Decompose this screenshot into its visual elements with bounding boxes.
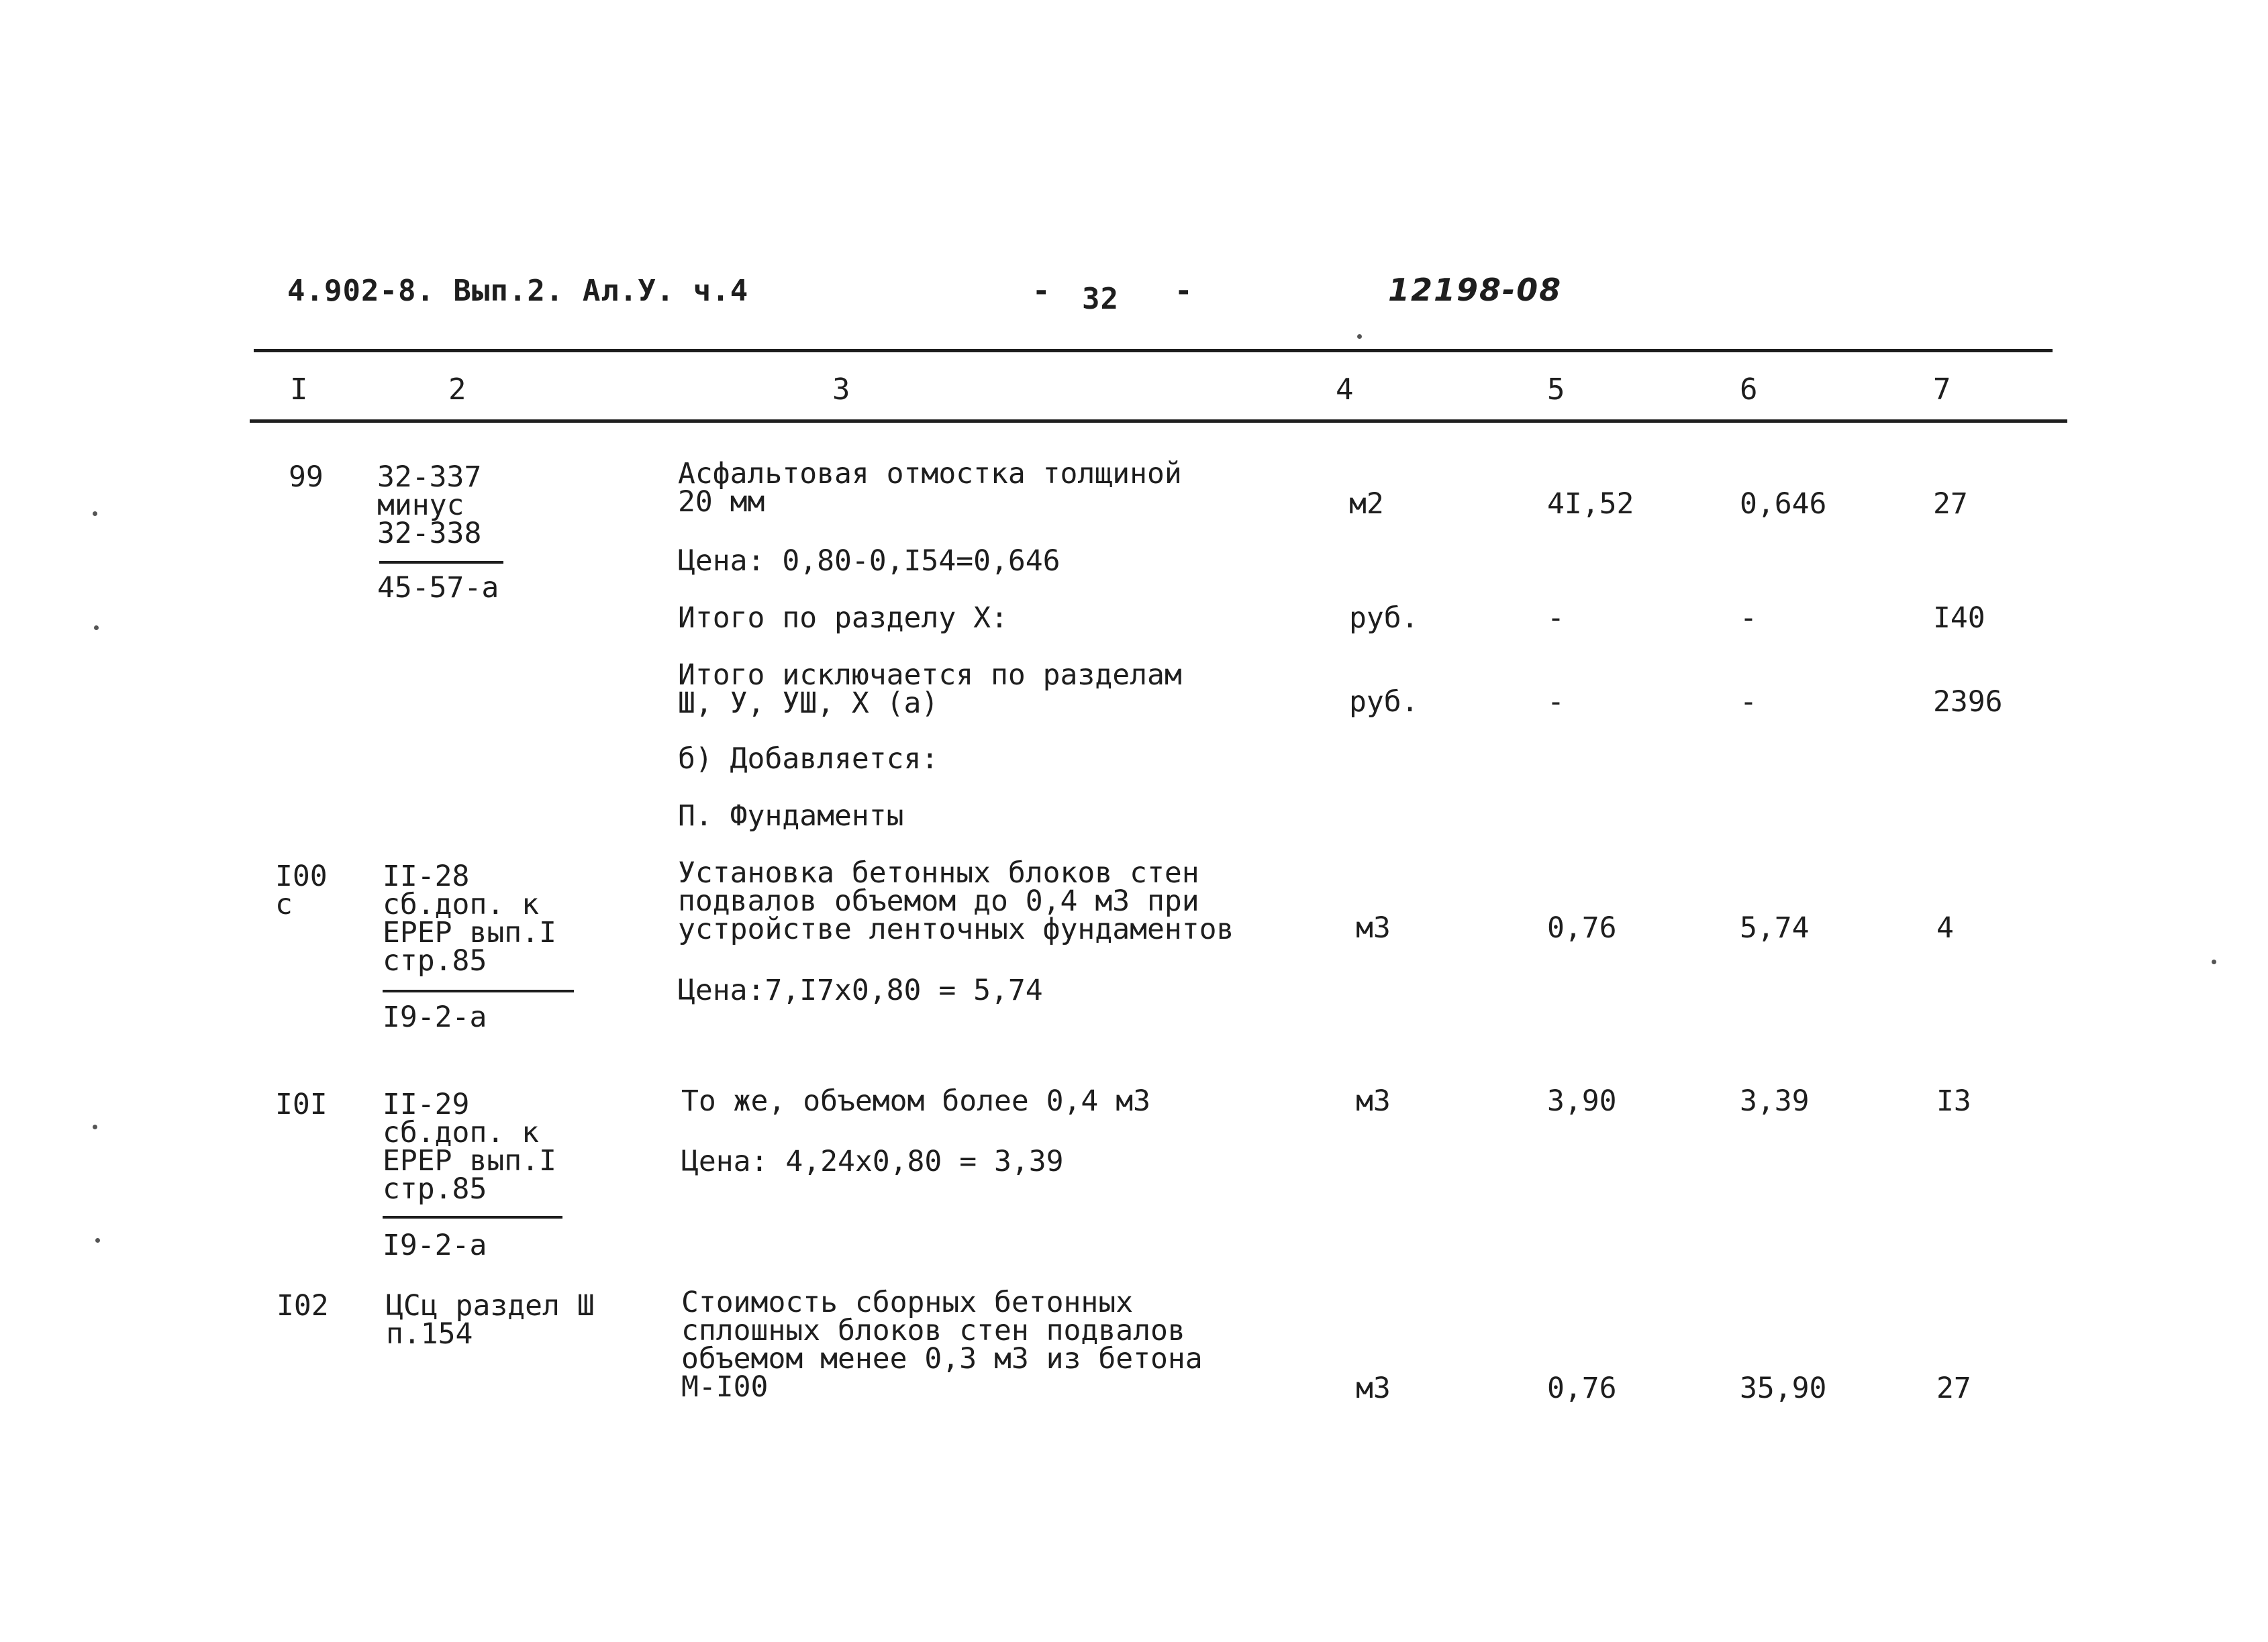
code-divider	[383, 990, 574, 992]
scan-speck	[1357, 334, 1362, 339]
norm-ref: I9-2-а	[383, 1000, 487, 1034]
norm-code	[383, 860, 556, 978]
unit: руб.	[1349, 601, 1419, 635]
subtotal-label: Итого по разделу Х:	[678, 601, 1008, 635]
norm-ref: 45-57-а	[377, 571, 499, 605]
total-cost: 27	[1933, 487, 1968, 521]
norm-code	[377, 460, 482, 550]
code-divider	[379, 561, 503, 564]
header-top-rule	[254, 349, 2053, 352]
quantity: -	[1547, 601, 1565, 635]
norm-code-line: стр.85	[383, 944, 487, 978]
row-number-line: I00	[275, 860, 328, 893]
unit: м3	[1356, 911, 1391, 945]
description-line: устройстве ленточных фундаментов	[678, 913, 1234, 946]
column-number-5: 5	[1547, 372, 1565, 407]
norm-code	[383, 1088, 556, 1206]
quantity: -	[1547, 685, 1565, 719]
scan-speck	[95, 1238, 100, 1243]
description-line: Стоимость сборных бетонных	[681, 1286, 1134, 1319]
price-calculation: Цена: 4,24х0,80 = 3,39	[681, 1145, 1064, 1178]
total-cost: 2396	[1933, 685, 2003, 719]
scan-speck	[93, 1125, 97, 1129]
column-number-2: 2	[448, 372, 466, 407]
description-line: М-I00	[681, 1370, 769, 1404]
norm-code-line: сб.доп. к	[383, 888, 539, 921]
added-section-label: б) Добавляется:	[678, 742, 939, 776]
norm-code-line: II-29	[383, 1088, 470, 1121]
description-line: подвалов объемом до 0,4 м3 при	[678, 884, 1199, 918]
page-number: 32	[1082, 282, 1119, 316]
unit: м3	[1356, 1084, 1391, 1118]
norm-code-line: сб.доп. к	[383, 1116, 539, 1149]
total-cost: I3	[1936, 1084, 1971, 1118]
price-calculation: Цена:7,I7х0,80 = 5,74	[678, 974, 1043, 1007]
column-number-4: 4	[1336, 372, 1354, 407]
norm-code	[386, 1289, 595, 1351]
unit: м2	[1349, 487, 1384, 521]
description-line: сплошных блоков стен подвалов	[681, 1314, 1185, 1347]
price-calculation: Цена: 0,80-0,I54=0,646	[678, 544, 1061, 578]
unit: руб.	[1349, 685, 1419, 719]
total-cost: 4	[1936, 911, 1954, 945]
page-dash-left: -	[1032, 274, 1051, 308]
quantity: 4I,52	[1547, 487, 1634, 521]
row-number: I0I	[275, 1088, 328, 1121]
total-cost: I40	[1933, 601, 1985, 635]
unit: м3	[1356, 1372, 1391, 1405]
description-line: 20 мм	[678, 485, 765, 519]
work-description: То же, объемом более 0,4 м3	[681, 1084, 1150, 1118]
section-title: П. Фундаменты	[678, 799, 904, 833]
column-number-7: 7	[1933, 372, 1951, 407]
quantity: 3,90	[1547, 1084, 1617, 1118]
unit-price: 35,90	[1740, 1372, 1827, 1405]
row-number: 99	[289, 460, 324, 494]
code-divider	[383, 1216, 562, 1219]
column-number-3: 3	[832, 372, 850, 407]
scan-speck	[93, 511, 97, 516]
unit-price: 5,74	[1740, 911, 1810, 945]
unit-price: -	[1740, 601, 1757, 635]
description-line: Установка бетонных блоков стен	[678, 856, 1199, 890]
quantity: 0,76	[1547, 911, 1617, 945]
unit-price: 0,646	[1740, 487, 1827, 521]
quantity: 0,76	[1547, 1372, 1617, 1405]
work-description	[678, 856, 1234, 946]
unit-price: 3,39	[1740, 1084, 1810, 1118]
scan-speck	[2212, 960, 2216, 964]
norm-code-line: 32-337	[377, 460, 482, 494]
unit-price: -	[1740, 685, 1757, 719]
inventory-stamp: 12198-08	[1388, 272, 1563, 308]
row-number: I02	[277, 1289, 329, 1323]
norm-code-line: ЕРЕР вып.I	[383, 1144, 556, 1178]
norm-code-line: п.154	[386, 1317, 473, 1351]
row-number	[275, 862, 328, 919]
row-number-suffix: с	[275, 888, 293, 921]
document-code: 4.902-8. Вып.2. Ал.У. ч.4	[287, 274, 749, 308]
column-number-1: I	[290, 372, 308, 407]
norm-ref: I9-2-а	[383, 1229, 487, 1262]
norm-code-line: ЦСц раздел Ш	[386, 1289, 595, 1323]
excluded-total-label	[678, 658, 1182, 720]
norm-code-line: 32-338	[377, 517, 482, 550]
description-line: Асфальтовая отмостка толщиной	[678, 457, 1182, 491]
scan-speck	[94, 625, 99, 630]
header-bottom-rule	[250, 419, 2067, 423]
description-line: объемом менее 0,3 м3 из бетона	[681, 1342, 1203, 1376]
column-number-6: 6	[1740, 372, 1758, 407]
description-line: Итого исключается по разделам	[678, 658, 1182, 692]
work-description	[681, 1286, 1203, 1404]
work-description	[678, 457, 1182, 519]
norm-code-line: минус	[377, 489, 464, 522]
norm-code-line: II-28	[383, 860, 470, 893]
total-cost: 27	[1936, 1372, 1971, 1405]
norm-code-line: ЕРЕР вып.I	[383, 916, 556, 950]
page-dash-right: -	[1175, 274, 1193, 308]
description-line: Ш, У, УШ, Х (а)	[678, 686, 939, 720]
norm-code-line: стр.85	[383, 1172, 487, 1206]
